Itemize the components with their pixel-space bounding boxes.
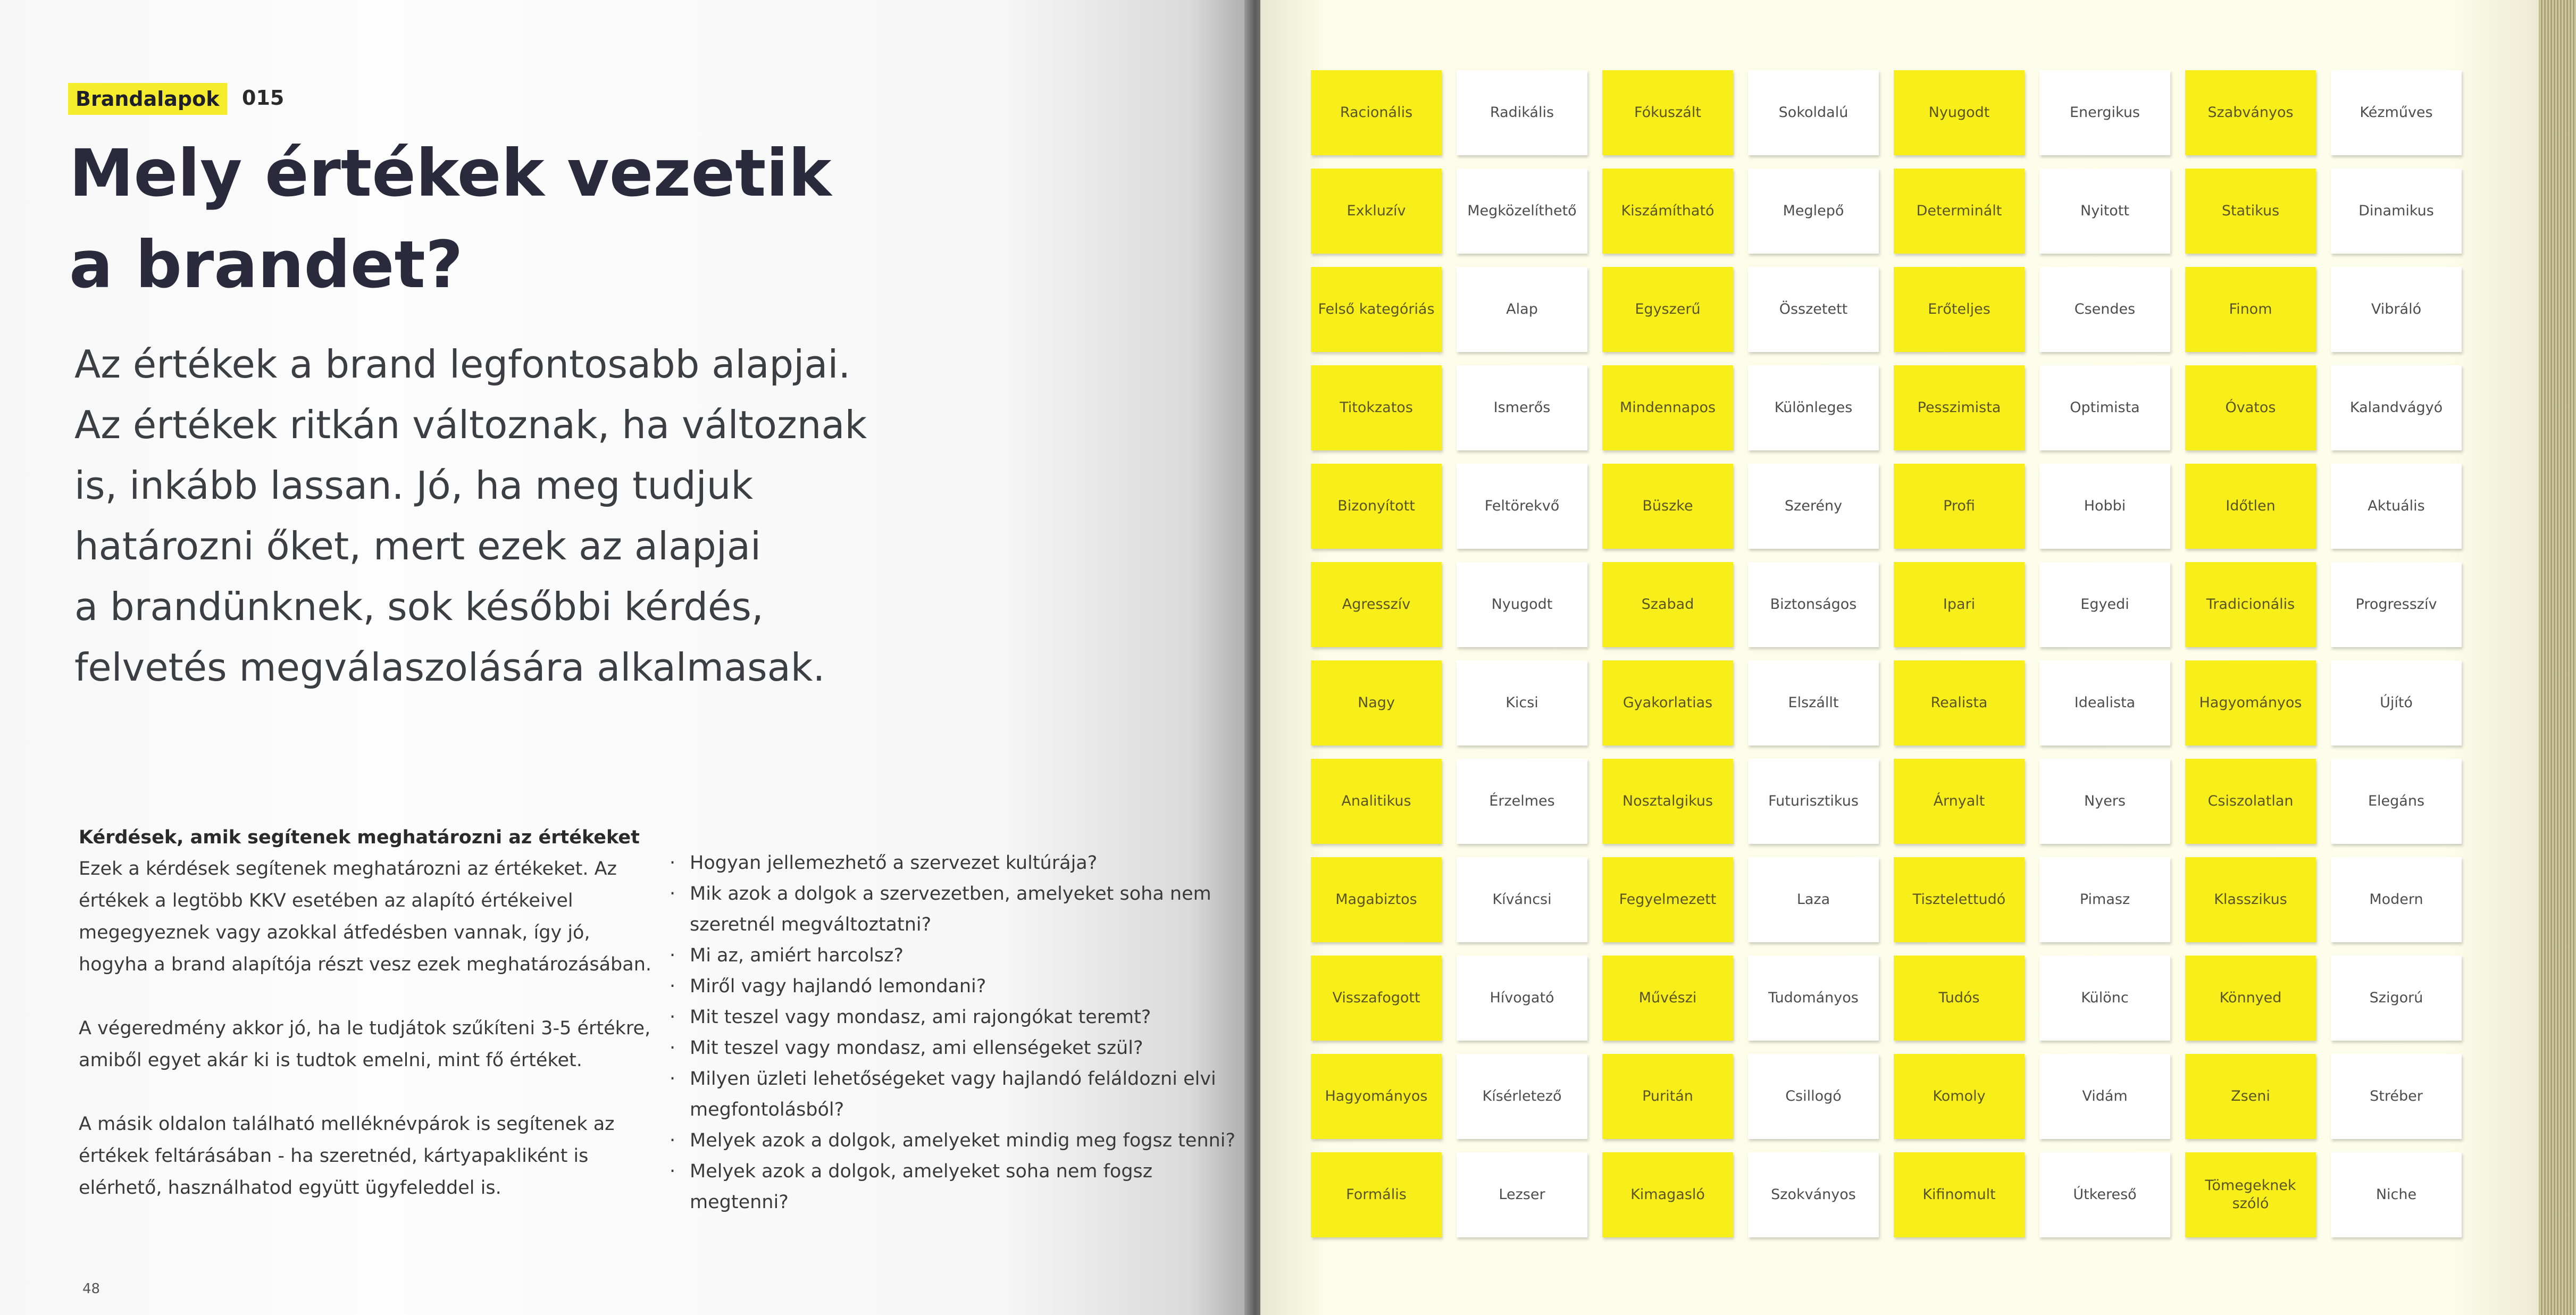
value-card: Különleges [1748,365,1879,450]
value-card: Titokzatos [1311,365,1442,450]
value-card: Hagyományos [1311,1054,1442,1139]
intro-text [79,853,653,1236]
value-card: Kicsi [1457,660,1587,746]
lead-line: felvetés megválaszolására alkalmasak. [74,645,825,690]
value-card: Egyedi [2039,562,2170,647]
question-item: · Mik azok a dolgok a szervezetben, amelyeket soha nem szeretnél megváltoztatni? [667,878,1252,940]
lead-line: a brandünknek, sok későbbi kérdés, [74,584,764,629]
value-card: Lezser [1457,1152,1587,1237]
value-card: Bizonyított [1311,464,1442,549]
value-card: Hobbi [2039,464,2170,549]
value-card: Energikus [2039,70,2170,155]
value-card: Elegáns [2331,759,2462,844]
value-card: Feltörekvő [1457,464,1587,549]
value-card: Nagy [1311,660,1442,746]
value-card: Árnyalt [1894,759,2025,844]
question-item: · Melyek azok a dolgok, amelyeket mindig meg fogsz tenni? [667,1125,1252,1156]
value-card: Szabad [1602,562,1733,647]
value-card: Vibráló [2331,267,2462,352]
value-card: Nyugodt [1894,70,2025,155]
value-card: Szerény [1748,464,1879,549]
value-card: Tradicionális [2185,562,2316,647]
page-edges [2539,0,2576,1315]
value-card: Érzelmes [1457,759,1587,844]
value-card: Meglepő [1748,169,1879,254]
value-card: Analitikus [1311,759,1442,844]
value-card: Nyers [2039,759,2170,844]
value-card: Megközelíthető [1457,169,1587,254]
right-page [1260,0,2576,1315]
question-item: · Hogyan jellemezhető a szervezet kultúrája? [667,848,1252,878]
value-card: Ismerős [1457,365,1587,450]
lead-line: is, inkább lassan. Jó, ha meg tudjuk [74,463,754,508]
page-code: 015 [242,86,285,110]
value-card: Művészi [1602,956,1733,1041]
value-card: Erőteljes [1894,267,2025,352]
value-card: Optimista [2039,365,2170,450]
value-card: Kalandvágyó [2331,365,2462,450]
value-card: Szigorú [2331,956,2462,1041]
value-card: Kimagasló [1602,1152,1733,1237]
value-card: Profi [1894,464,2025,549]
value-card: Fókuszált [1602,70,1733,155]
title-line: a brandet? [69,227,463,303]
question-item: · Miről vagy hajlandó lemondani? [667,971,1252,1002]
value-card: Hívogató [1457,956,1587,1041]
value-card: Exkluzív [1311,169,1442,254]
value-card: Biztonságos [1748,562,1879,647]
value-card: Kiszámítható [1602,169,1733,254]
intro-paragraph: A másik oldalon található melléknévpárok is segítenek az értékek feltárásában - ha szeretnéd, kártyapakliként is elérhető, használhatod együtt ügyfeleddel is. [79,1113,615,1199]
value-card: Klasszikus [2185,857,2316,942]
title-line: Mely értékek vezetik [69,136,832,211]
value-card: Útkereső [2039,1152,2170,1237]
questions-heading: Kérdések, amik segítenek meghatározni az értékeket [79,827,640,848]
value-card: Visszafogott [1311,956,1442,1041]
value-card: Sokoldalú [1748,70,1879,155]
value-card: Gyakorlatias [1602,660,1733,746]
question-item: · Mi az, amiért harcolsz? [667,940,1252,971]
intro-paragraph: Ezek a kérdések segítenek meghatározni az értékeket. Az értékek a legtöbb KKV esetében az alapító értékeivel megegyeznek vagy azokkal átfedésben vannak, így jó, hogyha a brand alapítója részt vesz ezek meghatározásában. [79,858,652,975]
page-number: 48 [82,1281,101,1297]
value-card: Magabiztos [1311,857,1442,942]
value-card: Laza [1748,857,1879,942]
value-card: Zseni [2185,1054,2316,1139]
question-item: · Mit teszel vagy mondasz, ami rajongókat teremt? [667,1002,1252,1033]
value-card: Idealista [2039,660,2170,746]
value-card: Realista [1894,660,2025,746]
value-card: Alap [1457,267,1587,352]
value-card: Könnyed [2185,956,2316,1041]
questions-list [667,848,1252,1218]
value-card: Pesszimista [1894,365,2025,450]
value-card: Óvatos [2185,365,2316,450]
value-card: Szabványos [2185,70,2316,155]
value-card: Egyszerű [1602,267,1733,352]
value-card: Összetett [1748,267,1879,352]
value-card: Különc [2039,956,2170,1041]
value-card: Niche [2331,1152,2462,1237]
value-card: Tudós [1894,956,2025,1041]
value-card: Ipari [1894,562,2025,647]
intro-paragraph: A végeredmény akkor jó, ha le tudjátok szűkíteni 3-5 értékre, amiből egyet akár ki is tudtok emelni, mint fő értéket. [79,1018,651,1071]
lead-paragraph [74,334,978,698]
value-card: Csiszolatlan [2185,759,2316,844]
value-card: Tudományos [1748,956,1879,1041]
value-card: Stréber [2331,1054,2462,1139]
value-card: Csendes [2039,267,2170,352]
value-card: Tisztelettudó [1894,857,2025,942]
value-card: Puritán [1602,1054,1733,1139]
value-card: Csillogó [1748,1054,1879,1139]
value-card: Elszállt [1748,660,1879,746]
value-card: Nosztalgikus [1602,759,1733,844]
value-card: Radikális [1457,70,1587,155]
value-card: Progresszív [2331,562,2462,647]
value-card: Kíváncsi [1457,857,1587,942]
value-card: Kézműves [2331,70,2462,155]
value-card: Tömegeknek szóló [2185,1152,2316,1237]
value-card: Agresszív [1311,562,1442,647]
value-card: Pimasz [2039,857,2170,942]
value-card: Kísérletező [1457,1054,1587,1139]
value-card: Vidám [2039,1054,2170,1139]
value-card: Fegyelmezett [1602,857,1733,942]
lead-line: Az értékek ritkán változnak, ha változnak [74,403,867,447]
lead-line: határozni őket, mert ezek az alapjai [74,524,761,568]
value-card: Időtlen [2185,464,2316,549]
lead-line: Az értékek a brand legfontosabb alapjai. [74,342,851,387]
value-card: Komoly [1894,1054,2025,1139]
value-card: Nyugodt [1457,562,1587,647]
value-card: Formális [1311,1152,1442,1237]
question-item: · Milyen üzleti lehetőségeket vagy hajlandó feláldozni elvi megfontolásból? [667,1063,1252,1125]
value-card: Finom [2185,267,2316,352]
value-card: Dinamikus [2331,169,2462,254]
value-card: Statikus [2185,169,2316,254]
value-card: Racionális [1311,70,1442,155]
value-card: Futurisztikus [1748,759,1879,844]
value-card: Aktuális [2331,464,2462,549]
left-page [0,0,1255,1315]
section-badge: Brandalapok [68,83,227,115]
value-card: Determinált [1894,169,2025,254]
value-card: Felső kategóriás [1311,267,1442,352]
question-item: · Mit teszel vagy mondasz, ami ellenségeket szül? [667,1033,1252,1063]
value-card: Mindennapos [1602,365,1733,450]
question-item: · Melyek azok a dolgok, amelyeket soha nem fogsz megtenni? [667,1156,1252,1218]
value-card: Modern [2331,857,2462,942]
value-card: Kifinomult [1894,1152,2025,1237]
page-title [69,128,973,311]
value-card: Hagyományos [2185,660,2316,746]
value-card: Nyitott [2039,169,2170,254]
value-card: Szokványos [1748,1152,1879,1237]
value-card: Újító [2331,660,2462,746]
value-card: Büszke [1602,464,1733,549]
